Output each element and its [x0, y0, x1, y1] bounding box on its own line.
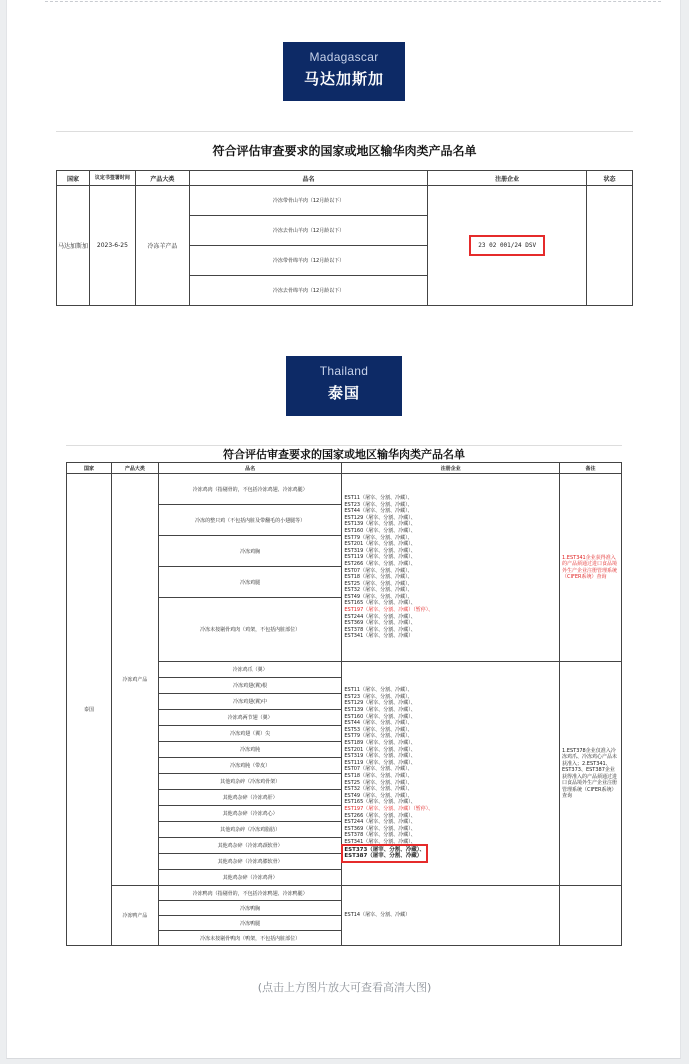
registration-line: EST266（屠宰、分割、冷藏）、 [344, 812, 416, 819]
registration-line: EST373（屠宰、分割、冷藏）、 [344, 846, 426, 853]
thailand-document [66, 445, 622, 946]
madagascar-table [56, 170, 633, 306]
registration-line: EST319（屠宰、分割、冷藏）、 [344, 547, 416, 554]
registration-line: EST129（屠宰、分割、冷藏）、 [344, 514, 416, 521]
badge-en-label: Thailand [319, 364, 369, 378]
col-header: 国家 [67, 463, 112, 474]
registration-line: EST32（屠宰、分割、冷藏）、 [344, 587, 413, 594]
registration-line: EST44（屠宰、分割、冷藏）、 [344, 508, 413, 515]
registration-line: EST129（屠宰、分割、冷藏）、 [344, 700, 416, 707]
product-cell: 冷冻鸭腿 [158, 916, 342, 931]
country-cell: 马达加斯加 [57, 186, 90, 306]
registration-line: EST79（屠宰、分割、冷藏）、 [344, 733, 413, 740]
registration-line: EST244（屠宰、分割、冷藏）、 [344, 819, 416, 826]
registration-line: EST341（屠宰、分割、冷藏）、 [344, 838, 416, 845]
product-cell: 冷冻去骨绵羊肉（12月龄以下） [189, 276, 428, 306]
product-cell: 其他鸡杂碎（冷冻鸡颈软骨） [158, 838, 342, 854]
registration-line: EST18（屠宰、分割、冷藏）、 [344, 773, 413, 779]
badge-cn-label: 泰国 [327, 384, 360, 402]
category-cell: 冷冻鸡产品 [111, 474, 158, 886]
country-badge-thailand [286, 356, 402, 416]
registration-line: EST44（屠宰、分割、冷藏）、 [344, 720, 413, 727]
col-header: 状态 [587, 171, 633, 186]
col-header: 品名 [189, 171, 428, 186]
registration-line: EST119（屠宰、分割、冷藏）、 [344, 554, 416, 561]
registration-cell [342, 474, 560, 662]
highlighted-enterprise: 23 02 001/24 DSV [472, 238, 542, 253]
registration-line: EST25（屠宰、分割、冷藏）、 [344, 580, 413, 587]
registration-cell [342, 886, 560, 946]
registration-line: EST119（屠宰、分割、冷藏）、 [344, 759, 416, 766]
highlighted-registrations [344, 847, 425, 860]
thailand-table [66, 462, 622, 946]
madagascar-document [56, 131, 633, 308]
note-cell: 1.EST341企业获得准入的产品须通过进口食品境外生产企业注册管理系统（CIFER系统）查询 [560, 474, 622, 662]
product-cell: 冷冻鸡腿 [158, 567, 342, 598]
registration-line: EST14（屠宰、分割、冷藏） [344, 912, 411, 919]
product-cell: 冷冻鸭肉（指剔骨的，不包括冷冻鸭翅、冷冻鸭腿） [158, 886, 342, 901]
category-cell: 冷冻鸭产品 [111, 886, 158, 946]
registration-cell [342, 662, 560, 886]
badge-en-label: Madagascar [309, 50, 379, 64]
col-header: 议定书签署时间 [89, 171, 135, 186]
product-cell: 冷冻鸡翅(翼)中 [158, 694, 342, 710]
product-cell: 冷冻鸭胸 [158, 901, 342, 916]
registration-line: EST165（屠宰、分割、冷藏）、 [344, 600, 416, 607]
registration-line: EST11（屠宰、分割、冷藏）、 [344, 687, 413, 694]
registration-line: EST197（屠宰、分割、冷藏）（暂停）、 [344, 805, 434, 812]
registration-line: EST244（屠宰、分割、冷藏）、 [344, 613, 416, 620]
registration-line: EST341（屠宰、分割、冷藏） [344, 633, 414, 640]
registration-line: EST18（屠宰、分割、冷藏）、 [344, 574, 413, 581]
col-header: 备注 [560, 463, 622, 474]
product-cell: 冷冻带骨绵羊肉（12月龄以下） [189, 246, 428, 276]
registration-line: EST201（屠宰、分割、冷藏）、 [344, 746, 416, 753]
registration-line: EST23（屠宰、分割、冷藏）、 [344, 501, 413, 508]
registration-line: EST197（屠宰、分割、冷藏）（暂停）、 [344, 607, 434, 614]
registration-line: EST53（屠宰、分割、冷藏）、 [344, 726, 413, 733]
badge-cn-label: 马达加斯加 [303, 70, 384, 88]
registration-line: EST189（屠宰、分割、冷藏）、 [344, 740, 416, 747]
registration-line: EST79（屠宰、分割、冷藏）、 [344, 534, 413, 541]
registration-line: EST369（屠宰、分割、冷藏）、 [344, 825, 416, 832]
product-cell: 冷冻鸡翅（翼）尖 [158, 726, 342, 742]
registration-line: EST32（屠宰、分割、冷藏）、 [344, 786, 413, 793]
registration-line: EST369（屠宰、分割、冷藏）、 [344, 620, 416, 627]
product-cell: 冷冻鸡肫（带皮） [158, 758, 342, 774]
registration-line: EST23（屠宰、分割、冷藏）、 [344, 693, 413, 700]
product-cell: 其他鸡杂碎（冷冻鸡膝软骨） [158, 854, 342, 870]
registration-line: EST160（屠宰、分割、冷藏）、 [344, 527, 416, 534]
product-cell: 其他鸡杂碎（冷冻鸡肾） [158, 870, 342, 886]
product-cell: 冷冻鸡爪（翼） [158, 662, 342, 678]
registration-line: EST11（屠宰、分割、冷藏）、 [344, 494, 413, 501]
status-cell [587, 186, 633, 306]
product-cell: 冷冻鸡肉（指剔骨的，不包括冷冻鸡翅、冷冻鸡腿） [158, 474, 342, 505]
date-cell: 2023-6-25 [89, 186, 135, 306]
product-cell: 冷冻未按剔骨鸭肉（鸭架，不包括内脏部位） [158, 931, 342, 946]
product-cell: 冷冻鸡两节翅（翼） [158, 710, 342, 726]
product-cell: 其他鸡杂碎（冷冻鸡肝） [158, 790, 342, 806]
col-header: 产品大类 [111, 463, 158, 474]
image-caption: (点击上方图片放大可查看高清大图) [257, 981, 432, 994]
registration-line: EST378（屠宰、分割、冷藏）、 [344, 832, 416, 839]
col-header: 产品大类 [135, 171, 189, 186]
note-cell [560, 886, 622, 946]
registration-line: EST378（屠宰、分割、冷藏）、 [344, 626, 416, 633]
registration-line: EST139（屠宰、分割、冷藏）、 [344, 521, 416, 528]
registration-line: EST201（屠宰、分割、冷藏）、 [344, 541, 416, 548]
col-header: 品名 [158, 463, 342, 474]
category-cell: 冷冻羊产品 [135, 186, 189, 306]
registration-line: EST160（屠宰、分割、冷藏）、 [344, 713, 416, 720]
col-header: 注册企业 [342, 463, 560, 474]
top-divider [45, 1, 661, 2]
product-cell: 冷冻去骨山羊肉（12月龄以下） [189, 216, 428, 246]
country-cell: 泰国 [67, 474, 112, 946]
product-cell: 其他鸡杂碎（冷冻鸡骨架） [158, 774, 342, 790]
registration-line: EST07（屠宰、分割、冷藏）、 [344, 766, 413, 773]
product-cell: 冷冻鸡肫 [158, 742, 342, 758]
registration-line: EST25（屠宰、分割、冷藏）、 [344, 779, 413, 786]
col-header: 注册企业 [428, 171, 587, 186]
product-cell: 冷冻带骨山羊肉（12月龄以下） [189, 186, 428, 216]
country-badge-madagascar [283, 42, 405, 101]
product-cell: 其他鸡杂碎（冷冻鸡心） [158, 806, 342, 822]
product-cell: 其他鸡杂碎（冷冻鸡脂肪） [158, 822, 342, 838]
registration-line: EST49（屠宰、分割、冷藏）、 [344, 593, 413, 600]
note-cell: 1.EST378企业仅准入冷冻鸡爪、冷冻鸡心产品未获准入；2.EST341、EST373、EST387企业获得准入的产品须通过进口食品境外生产企业注册管理系统（CIFER系统）查询 [560, 662, 622, 886]
product-cell: 冷冻鸡翅(翼)根 [158, 678, 342, 694]
doc-title: 符合评估审查要求的国家或地区输华肉类产品名单 [212, 144, 477, 158]
registration-line: EST387（屠宰、分割、冷藏） [344, 853, 423, 860]
registration-line: EST07（屠宰、分割、冷藏）、 [344, 567, 413, 574]
product-cell: 冷冻的整只鸡（不包括内脏及带翻毛的小翅腿等） [158, 505, 342, 536]
doc-title: 符合评估审查要求的国家或地区输华肉类产品名单 [223, 448, 465, 461]
registration-line: EST319（屠宰、分割、冷藏）、 [344, 753, 416, 760]
registration-line: EST165（屠宰、分割、冷藏）、 [344, 799, 416, 806]
product-cell: 冷冻鸡胸 [158, 536, 342, 567]
col-header: 国家 [57, 171, 90, 186]
enterprise-cell [428, 186, 587, 306]
product-cell: 冷冻未按剔骨鸡肉（鸡架，不包括内脏部位） [158, 598, 342, 662]
registration-line: EST49（屠宰、分割、冷藏）、 [344, 792, 413, 799]
registration-line: EST266（屠宰、分割、冷藏）、 [344, 560, 416, 567]
registration-line: EST139（屠宰、分割、冷藏）、 [344, 707, 416, 714]
